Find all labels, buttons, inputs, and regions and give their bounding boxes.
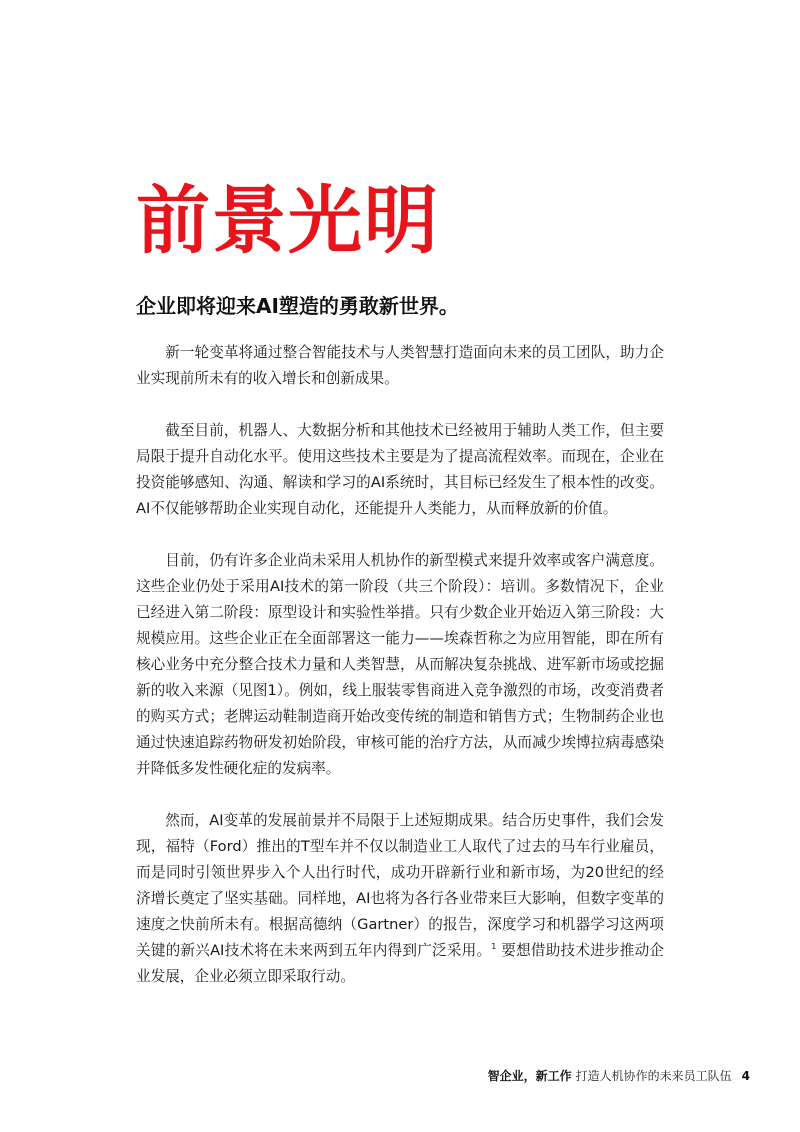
paragraph-3: 目前，仍有许多企业尚未采用人机协作的新型模式来提升效率或客户满意度。这些企业仍处于采用AI技术的第一阶段（共三个阶段）：培训。多数情况下，企业已经进入第二阶段：原型设计和实验性举措。只有少数企业开始迈入第三阶段：大规模应用。这些企业正在全面部署这一能力——埃森哲称之为应用智能，即在所有核心业务中充分整合技术力量和人类智慧，从而解决复杂挑战、进军新市场或挖掘新的收入来源（见图1）。例如，线上服装零售商进入竞争激烈的市场，改变消费者的购买方式；老牌运动鞋制造商开始改变传统的制造和销售方式；生物制药企业也通过快速追踪药物研发初始阶段，审核可能的治疗方法，从而减少埃博拉病毒感染并降低多发性硬化症的发病率。 [136, 552, 664, 777]
paragraph-2: 截至目前，机器人、大数据分析和其他技术已经被用于辅助人类工作，但主要局限于提升自动化水平。使用这些技术主要是为了提高流程效率。而现在，企业在投资能够感知、沟通、解读和学习的AI系统时，其目标已经发生了根本性的改变。AI不仅能够帮助企业实现自动化，还能提升人类能力，从而释放新的价值。 [136, 422, 664, 517]
paragraph-4-main: 然而，AI变革的发展前景并不局限于上述短期成果。结合历史事件，我们会发现，福特（Ford）推出的T型车并不仅以制造业工人取代了过去的马车行业雇员，而是同时引领世界步入个人出行时代，成功开辟新行业和新市场，为20世纪的经济增长奠定了坚实基础。同样地，AI也将为各行各业带来巨大影响，但数字变革的速度之快前所未有。根据高德纳（Gartner）的报告，深度学习和机器学习这两项关键的新兴AI技术将在未来两到五年内得到广泛采用。 [136, 812, 664, 959]
footer-subtitle: 打造人机协作的未来员工队伍 [575, 1069, 732, 1083]
page-footer [488, 1068, 750, 1084]
page-number: 4 [741, 1069, 750, 1083]
body-text [136, 340, 664, 1016]
paragraph-4-tail: 要想借助技术进步推动企业发展，企业必须立即采取行动。 [136, 942, 665, 985]
paragraph-1: 新一轮变革将通过整合智能技术与人类智慧打造面向未来的员工团队，助力企业实现前所未有的收入增长和创新成果。 [136, 344, 664, 387]
paragraph-4 [136, 808, 664, 990]
footnote-marker: 1 [491, 942, 497, 952]
page-subtitle: 企业即将迎来AI塑造的勇敢新世界。 [136, 294, 459, 318]
page-title: 前景光明 [136, 178, 440, 264]
footer-brand: 智企业，新工作 [487, 1069, 572, 1083]
